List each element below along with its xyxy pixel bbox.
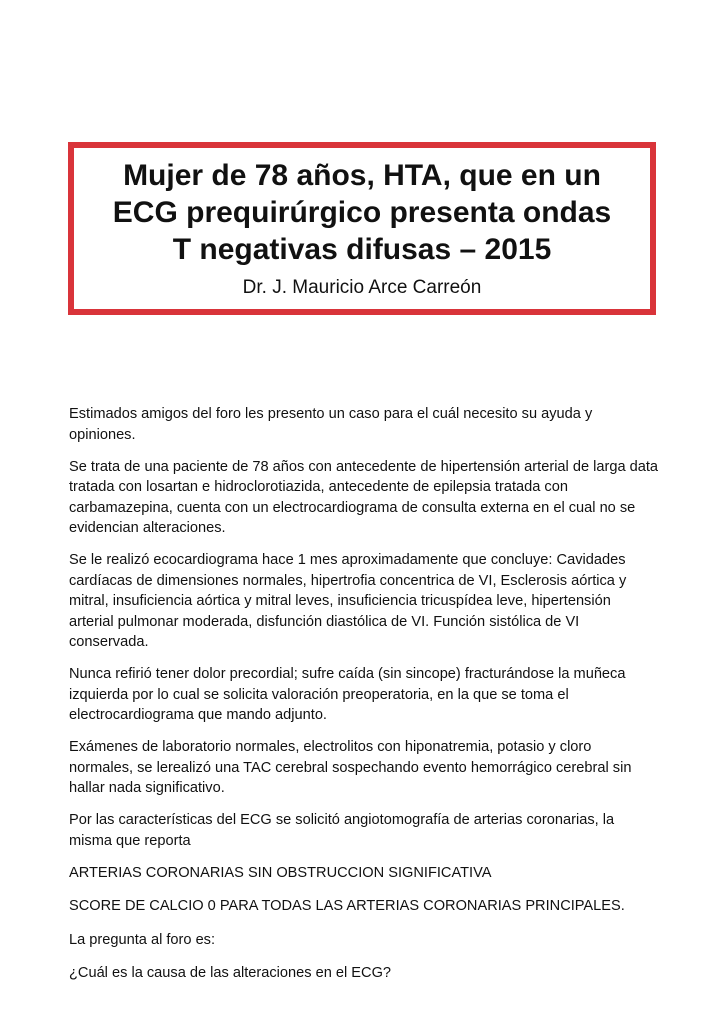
- title-line: ECG prequirúrgico presenta ondas: [112, 196, 612, 229]
- paragraph: Por las características del ECG se solicitó angiotomografía de arterias coronarias, la misma que reporta: [69, 812, 615, 849]
- paragraph: Nunca refirió tener dolor precordial; sufre caída (sin sincope) fracturándose la muñeca izquierda por lo cual se solicita valoración preoperatoria, en la que se toma el electrocardiograma que mando adjunto.: [69, 666, 626, 723]
- paragraph: La pregunta al foro es:: [69, 931, 216, 948]
- author-name: Dr. J. Mauricio Arce Carreón: [242, 277, 482, 298]
- article-body: [69, 404, 659, 995]
- paragraph: Estimados amigos del foro les presento un caso para el cuál necesito su ayuda y opiniones.: [69, 406, 593, 443]
- paragraph: Exámenes de laboratorio normales, electrolitos con hiponatremia, potasio y cloro normales, se lerealizó una TAC cerebral sospechando evento hemorrágico cerebral sin hallar nada significativo.: [69, 739, 632, 796]
- paragraph: SCORE DE CALCIO 0 PARA TODAS LAS ARTERIAS CORONARIAS PRINCIPALES.: [69, 898, 625, 914]
- paragraph: ¿Cuál es la causa de las alteraciones en el ECG?: [69, 965, 392, 981]
- paragraph: Se le realizó ecocardiograma hace 1 mes aproximadamente que concluye: Cavidades cardíacas de dimensiones normales, hipertrofia concentrica de VI, Esclerosis aórtica y mitral, insuficiencia aórtica y mitral leves, insuficiencia tricuspídea leve, hipertensión arterial pulmonar moderada, disfunción diastólica de VI. Función sistólica de VI conservada.: [69, 552, 627, 650]
- title-line: T negativas difusas – 2015: [172, 233, 552, 266]
- page-title: [74, 157, 650, 268]
- paragraph: ARTERIAS CORONARIAS SIN OBSTRUCCION SIGNIFICATIVA: [69, 864, 492, 881]
- title-line: Mujer de 78 años, HTA, que en un: [123, 159, 601, 192]
- paragraph: Se trata de una paciente de 78 años con antecedente de hipertensión arterial de larga data tratada con losartan e hidroclorotiazida, antecedente de epilepsia tratada con carbamazepina, cuenta con un electrocardiograma de consulta externa en el cual no se evidencian alteraciones.: [69, 458, 659, 536]
- title-box: [68, 142, 656, 315]
